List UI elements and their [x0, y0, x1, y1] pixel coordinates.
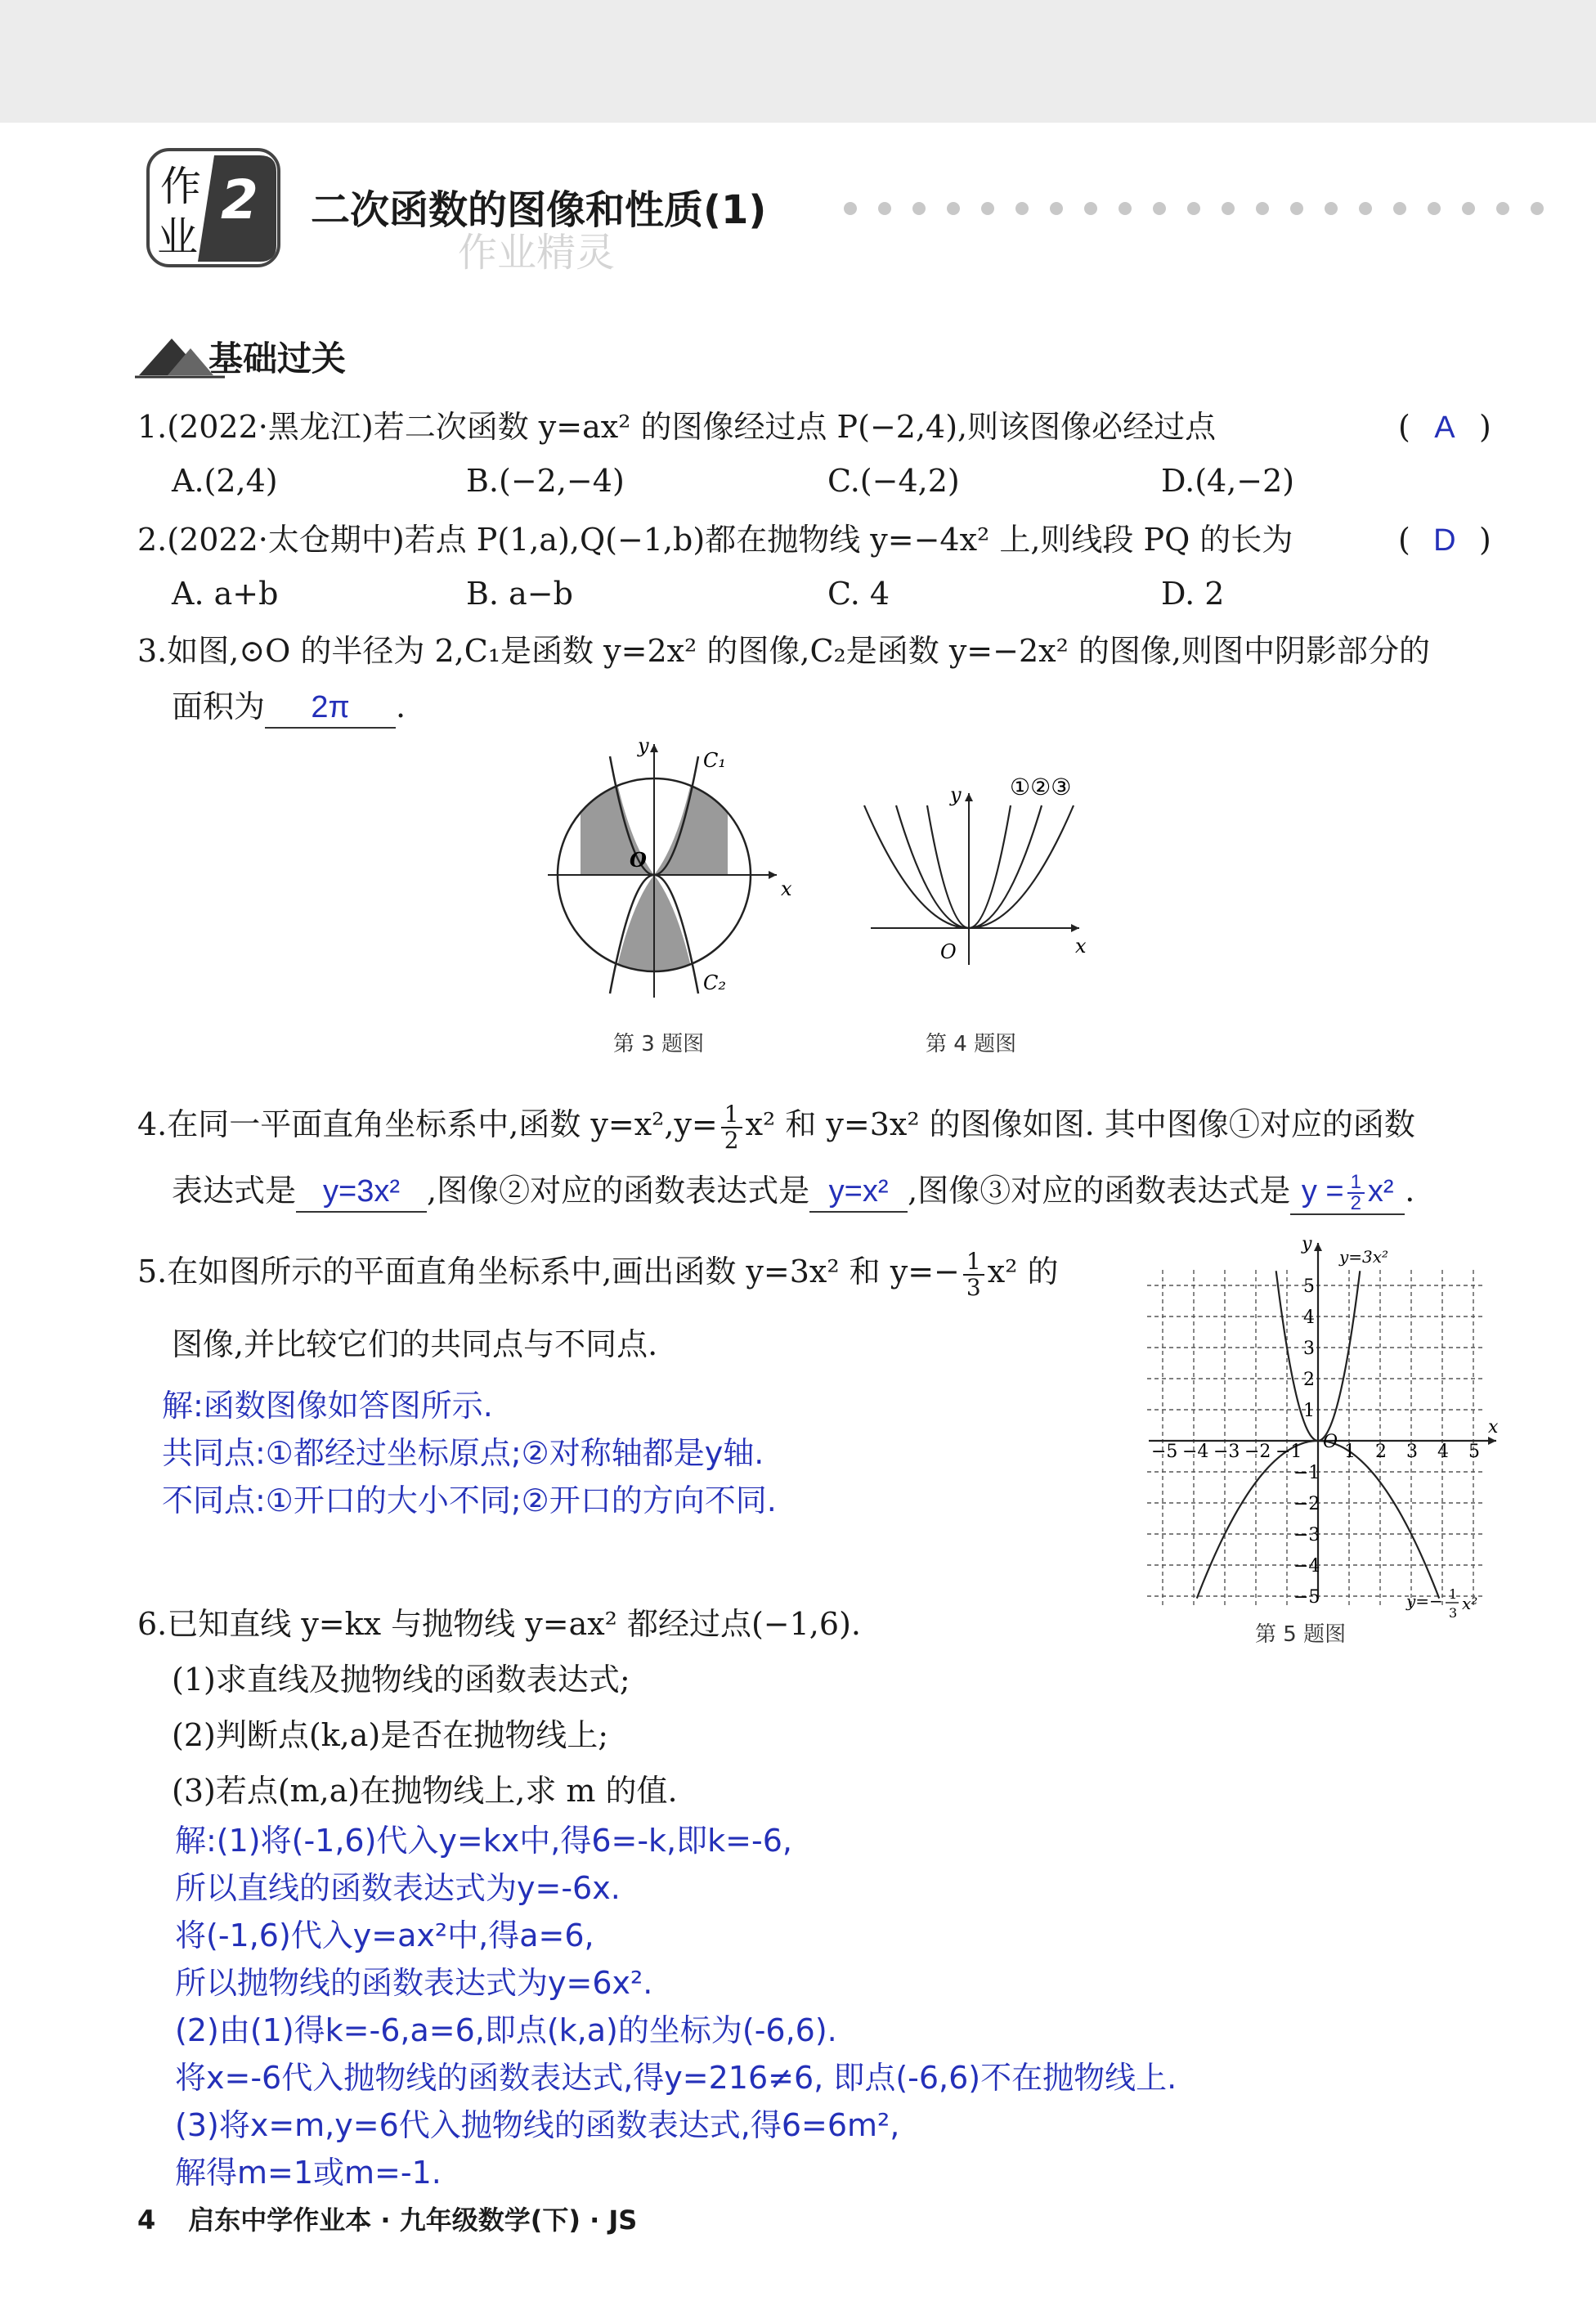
q3-answer: 2π: [265, 688, 396, 729]
q6-solution: [175, 1817, 1177, 2196]
q4-line1: [137, 1096, 1415, 1153]
q4-answer-2: y=x²: [809, 1172, 908, 1213]
q5-solution-line: 解:函数图像如答图所示.: [162, 1388, 493, 1424]
q3-line2: [172, 687, 406, 729]
q1-option-c: C.(−4,2): [827, 463, 960, 499]
q4-line2-b: ,图像②对应的函数表达式是: [427, 1173, 810, 1209]
q1-option-b: B.(−2,−4): [466, 463, 625, 499]
x-tick-label: 1: [1344, 1442, 1356, 1462]
q4-frac-num: 1: [721, 1102, 742, 1128]
y-tick-label: −1: [1293, 1463, 1320, 1483]
q6-solution-line: 解得m=1或m=-1.: [175, 2155, 442, 2191]
q6-solution-line: (3)将x=m,y=6代入抛物线的函数表达式,得6=6m²,: [175, 2107, 900, 2143]
fig5-curve2-label-b: x²: [1462, 1594, 1478, 1613]
fig3-c2-label: C₂: [703, 971, 726, 994]
figure-4: [859, 769, 1104, 981]
section-heading: [135, 330, 380, 379]
x-tick-label: 2: [1375, 1442, 1387, 1462]
footer: [137, 2200, 637, 2237]
fig3-y-label: y: [638, 736, 649, 757]
shade-top-right: [654, 769, 728, 875]
fig4-curve-labels: ①②③: [1010, 774, 1072, 801]
q1-stem: 1.(2022·黑龙江)若二次函数 y=ax² 的图像经过点 P(−2,4),则该图像必经过点: [137, 409, 1217, 445]
fig5-curve2-num: 1: [1449, 1586, 1458, 1602]
q4-line1-a: 4.在同一平面直角坐标系中,函数 y=x²,y=: [137, 1106, 718, 1142]
y-tick-label: −2: [1293, 1494, 1320, 1514]
y-tick-label: −5: [1293, 1587, 1320, 1608]
badge-char-2: 业: [157, 213, 198, 261]
fig4-y-label: y: [950, 783, 962, 806]
y-tick-label: 5: [1303, 1276, 1315, 1297]
q4-ans3-a: y =: [1301, 1174, 1344, 1209]
q5-line2: 图像,并比较它们的共同点与不同点.: [172, 1326, 658, 1362]
homework-badge: [146, 147, 283, 270]
fig5-x-label: x: [1488, 1417, 1499, 1438]
q6-stem: 6.已知直线 y=kx 与抛物线 y=ax² 都经过点(−1,6).: [137, 1606, 861, 1642]
q4-answer-1: y=3x²: [296, 1172, 427, 1213]
fig4-o-label: O: [940, 940, 957, 963]
fig3-c1-label: C₁: [703, 749, 726, 772]
y-tick-label: −4: [1293, 1556, 1320, 1577]
q5-solution-line: 不同点:①开口的大小不同;②开口的方向不同.: [162, 1482, 777, 1518]
q6-solution-line: 所以抛物线的函数表达式为y=6x².: [175, 1965, 653, 2001]
q4-ans3-den: 2: [1350, 1191, 1361, 1214]
figure-5: [1145, 1227, 1504, 1619]
q4-answer-3: [1290, 1172, 1405, 1215]
q4-ans3-b: x²: [1367, 1174, 1394, 1209]
top-band: [0, 0, 1596, 123]
y-tick-label: 4: [1303, 1307, 1315, 1328]
fig4-x-label: x: [1075, 935, 1087, 958]
fig5-curve2-label-a: y=−: [1406, 1591, 1443, 1611]
q6-solution-line: 将x=-6代入抛物线的函数表达式,得y=216≠6, 即点(-6,6)不在抛物线上.: [175, 2060, 1177, 2096]
q5-line1: [137, 1243, 1058, 1300]
q1-answer-bracket: ( A ): [1398, 407, 1491, 447]
q5-frac-den: 3: [966, 1273, 981, 1301]
q5-solution: [162, 1382, 777, 1524]
q1-option-d: D.(4,−2): [1161, 463, 1295, 499]
page-title: 二次函数的图像和性质(1): [311, 187, 767, 233]
title-dots: [842, 196, 1578, 221]
watermark-text: 作业精灵: [458, 230, 616, 276]
q6-solution-line: 解:(1)将(-1,6)代入y=kx中,得6=-k,即k=-6,: [175, 1823, 792, 1859]
q6-solution-line: 将(-1,6)代入y=ax²中,得a=6,: [175, 1918, 594, 1953]
q2-option-d: D. 2: [1161, 576, 1225, 612]
badge-char-1: 作: [160, 163, 201, 210]
q2-answer: D: [1433, 523, 1456, 558]
q2-answer-bracket: ( D ): [1398, 520, 1491, 560]
y-tick-label: 3: [1303, 1339, 1315, 1359]
q5-frac-num: 1: [963, 1249, 984, 1276]
x-tick-labels: [1151, 1442, 1480, 1462]
watermark-logo: [458, 221, 615, 277]
q4-ans3-num: 1: [1347, 1173, 1365, 1194]
q2-option-b: B. a−b: [466, 576, 573, 612]
badge-number: 2: [221, 168, 258, 231]
q5-line1-a: 5.在如图所示的平面直角坐标系中,画出函数 y=3x² 和 y=−: [137, 1254, 960, 1290]
q4-line2-c: ,图像③对应的函数表达式是: [908, 1173, 1291, 1209]
fig5-curve2-den: 3: [1449, 1605, 1458, 1619]
q2-option-c: C. 4: [827, 576, 890, 612]
q6-part-3: (3)若点(m,a)在抛物线上,求 m 的值.: [172, 1773, 678, 1809]
q1-option-a: A.(2,4): [172, 463, 278, 499]
x-tick-label: −1: [1275, 1442, 1302, 1462]
x-tick-label: −5: [1151, 1442, 1178, 1462]
q2-stem: 2.(2022·太仓期中)若点 P(1,a),Q(−1,b)都在抛物线 y=−4x² 上,则线段 PQ 的长为: [137, 522, 1293, 558]
figure-3: [531, 736, 809, 1014]
y-tick-label: 2: [1303, 1370, 1315, 1390]
q4-line2: [172, 1171, 1414, 1215]
x-tick-label: −3: [1213, 1442, 1240, 1462]
fig5-o-label: O: [1323, 1432, 1338, 1452]
x-tick-label: −2: [1244, 1442, 1271, 1462]
q3-line1: 3.如图,⊙O 的半径为 2,C₁是函数 y=2x² 的图像,C₂是函数 y=−2x² 的图像,则图中阴影部分的: [137, 633, 1430, 669]
q4-line2-end: .: [1405, 1173, 1415, 1209]
q1-answer: A: [1434, 410, 1455, 445]
y-tick-label: −3: [1293, 1525, 1320, 1545]
q4-frac-den: 2: [724, 1126, 739, 1154]
y-tick-label: 1: [1303, 1401, 1315, 1421]
q5-fraction: [963, 1249, 984, 1300]
q6-solution-line: 所以直线的函数表达式为y=-6x.: [175, 1870, 621, 1906]
q6-part-1: (1)求直线及抛物线的函数表达式;: [172, 1662, 630, 1698]
page-number: 4: [137, 2205, 156, 2236]
x-tick-label: −4: [1182, 1442, 1209, 1462]
fig3-x-label: x: [781, 877, 792, 900]
fig3-caption: 第 3 题图: [613, 1032, 705, 1056]
q4-fraction: [721, 1102, 742, 1153]
q4-ans3-fraction: [1347, 1170, 1365, 1214]
x-tick-label: 3: [1406, 1442, 1418, 1462]
q4-line2-a: 表达式是: [172, 1173, 297, 1209]
fig3-o-label: O: [630, 848, 647, 872]
x-tick-label: 5: [1468, 1442, 1480, 1462]
q3-suffix: .: [396, 689, 406, 724]
q3-prefix: 面积为: [172, 689, 266, 724]
section-title: 基础过关: [208, 339, 347, 379]
grid: [1147, 1270, 1482, 1605]
book-title: 启东中学作业本 · 九年级数学(下) · JS: [188, 2205, 638, 2236]
fig5-caption: 第 5 题图: [1255, 1622, 1347, 1647]
q5-line1-b: x² 的: [987, 1254, 1059, 1290]
q6-part-2: (2)判断点(k,a)是否在抛物线上;: [172, 1717, 609, 1753]
fig5-curve1-label: y=3x²: [1339, 1247, 1389, 1267]
q5-solution-line: 共同点:①都经过坐标原点;②对称轴都是y轴.: [162, 1435, 764, 1471]
q4-line1-b: x² 和 y=3x² 的图像如图. 其中图像①对应的函数: [745, 1106, 1415, 1142]
q2-option-a: A. a+b: [172, 576, 279, 612]
x-tick-label: 4: [1437, 1442, 1449, 1462]
fig4-caption: 第 4 题图: [926, 1032, 1017, 1056]
fig5-y-label: y: [1302, 1234, 1312, 1254]
q6-solution-line: (2)由(1)得k=-6,a=6,即点(k,a)的坐标为(-6,6).: [175, 2012, 837, 2048]
